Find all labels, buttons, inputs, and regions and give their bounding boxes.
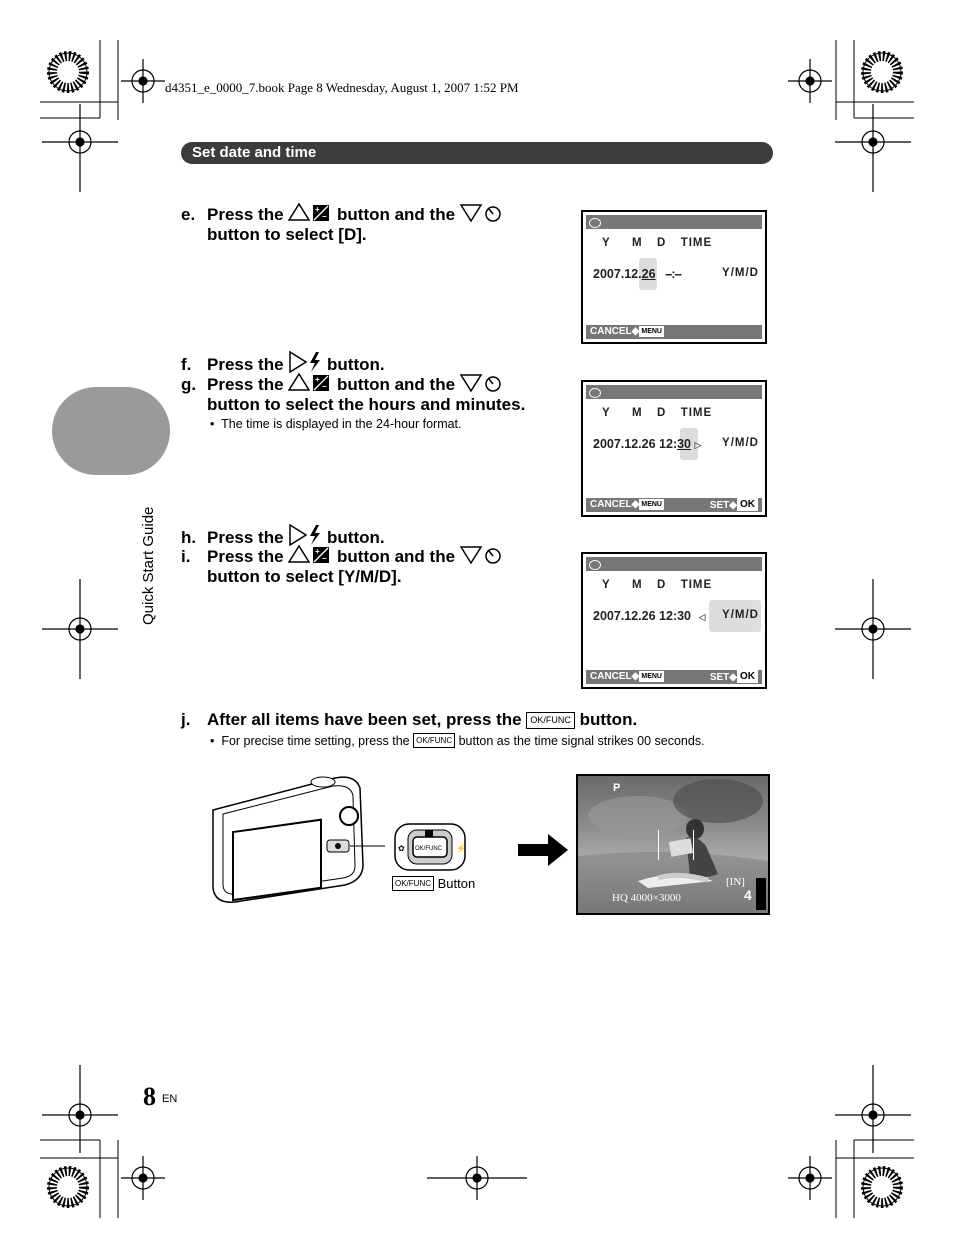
image-quality: HQ 4000×3000	[612, 892, 681, 904]
lcd-screen-time: Y M D TIME 2007.12.26 12:30 ▷ Y/M/D CANCEL◆ MENU SET◆ OK	[581, 380, 767, 517]
lcd-format: Y/M/D	[722, 267, 759, 279]
shots-remaining: 4	[744, 887, 752, 903]
right-flash-icon	[288, 524, 322, 546]
ok-tag: OK	[737, 498, 758, 511]
ok-func-button-icon: OK/FUNC	[526, 712, 575, 729]
page-language: EN	[162, 1093, 178, 1105]
arrow-right-icon: ▷	[694, 440, 702, 450]
section-title: Set date and time	[181, 142, 773, 164]
step-j: j. After all items have been set, press the OK/FUNC button.	[181, 710, 638, 729]
menu-tag: MENU	[641, 328, 662, 335]
arrow-left-icon: ◁	[698, 612, 706, 622]
step-e: e. Press the button and the button to select [D].	[181, 202, 561, 245]
lcd-screen-date	[581, 210, 767, 344]
svg-text:⚡: ⚡	[456, 844, 466, 853]
shooting-mode: P	[613, 782, 621, 794]
up-exposure-icon	[288, 544, 332, 565]
lcd-value: 2007.12.26 --:--	[593, 267, 681, 281]
svg-text:OK/FUNC: OK/FUNC	[415, 846, 442, 852]
arrow-right-icon	[518, 830, 570, 870]
svg-text:✿: ✿	[398, 844, 405, 853]
camera-illustration	[205, 770, 385, 905]
step-g: g. Press the button and the button to select the hours and minutes.	[181, 372, 571, 415]
page-number: 8	[143, 1082, 156, 1111]
af-target-mark	[658, 830, 694, 860]
note-24h: • The time is displayed in the 24-hour format.	[210, 417, 462, 431]
book-header: d4351_e_0000_7.book Page 8 Wednesday, August 1, 2007 1:52 PM	[165, 80, 519, 95]
lcd-columns: Y M D TIME	[602, 237, 713, 249]
side-label: Quick Start Guide	[140, 506, 157, 625]
memory-indicator: [IN]	[726, 876, 745, 888]
button-caption: OK/FUNC Button	[392, 876, 475, 891]
up-exposure-icon	[288, 202, 332, 223]
step-f: f. Press the button.	[181, 351, 571, 375]
chapter-tab	[52, 387, 170, 475]
up-exposure-icon	[288, 372, 332, 393]
step-h: h. Press the button.	[181, 524, 571, 548]
ok-func-button-icon: OK/FUNC	[413, 733, 455, 748]
lcd-title-bar	[586, 215, 762, 229]
down-selftimer-icon	[460, 202, 504, 223]
ok-func-button-icon: OK/FUNC	[392, 876, 434, 891]
right-flash-icon	[288, 351, 322, 373]
shot-counter-bg	[756, 878, 766, 910]
lcd-screen-format: Y M D TIME 2007.12.26 12:30 ◁ Y/M/D CANCEL◆ MENU SET◆ OK	[581, 552, 767, 689]
step-label: e.	[181, 205, 196, 224]
clock-icon	[589, 218, 601, 228]
note-precise: • For precise time setting, press the OK/FUNC button as the time signal strikes 00 seconds.	[210, 734, 705, 748]
lcd-footer: CANCEL◆ MENU	[586, 325, 762, 339]
camera-photo-screen	[576, 774, 770, 915]
clock-icon	[589, 560, 601, 570]
control-pad-icon	[394, 823, 466, 871]
clock-icon	[589, 388, 601, 398]
step-i: i. Press the button and the button to select [Y/M/D].	[181, 544, 571, 587]
down-selftimer-icon	[460, 372, 504, 393]
down-selftimer-icon	[460, 544, 504, 565]
